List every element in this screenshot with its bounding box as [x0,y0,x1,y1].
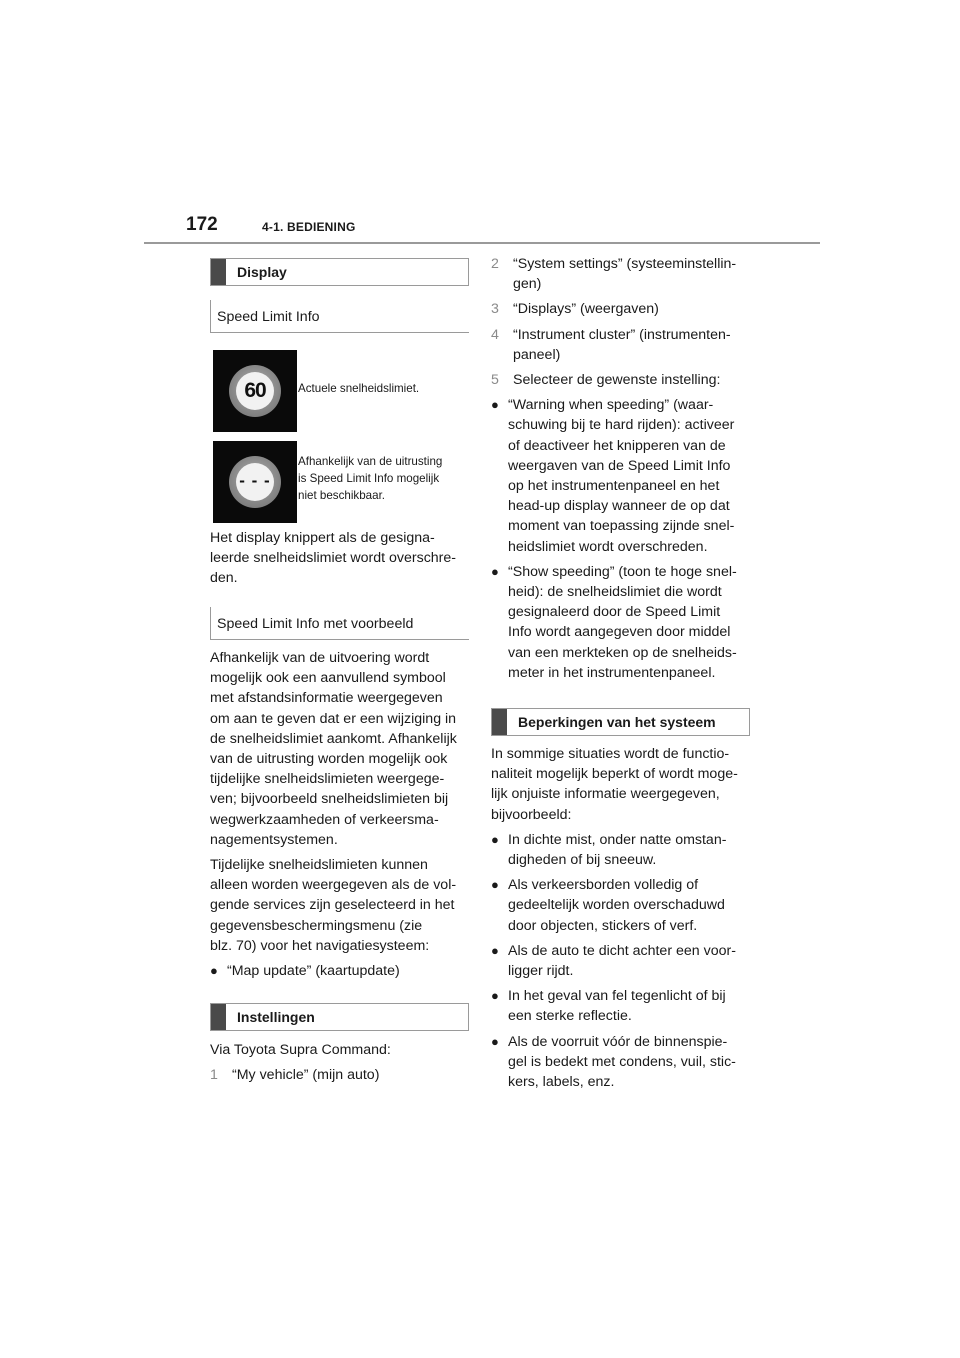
blink-paragraph [210,528,472,589]
text-line: Als de auto te dicht achter een voor- [508,942,736,959]
text-line: leerde snelheidslimiet wordt overschre- [210,550,457,567]
text-line: van een merkteken op de snelheids- [508,644,737,661]
text-line: kers, labels, enz. [508,1074,615,1091]
text-line: tijdelijke snelheidslimieten weergege- [210,771,445,788]
text-line: “Map update” (kaartupdate) [227,963,400,980]
sign-label: 60 [236,372,274,410]
text-line: Selecteer de gewenste instelling: [513,372,721,389]
text-line: moment van toepassing zijnde snel- [508,518,735,535]
text-line: gegevensbeschermingsmenu (zie [210,917,423,934]
list-item [491,875,753,936]
text-line: blz. 70) voor het navigatiesysteem: [210,937,430,954]
step-number: 1 [210,1067,218,1084]
speed-limit-unavailable-icon [213,441,297,523]
step-number: 3 [491,301,499,318]
text-line: van de uitrusting worden mogelijk ook [210,751,448,768]
header-divider [144,242,820,244]
text-line: gel is bedekt met condens, vuil, stic- [508,1053,736,1070]
speed-limit-60-icon [213,350,297,432]
text-line: paneel) [513,346,561,363]
section-heading-text: Display [237,264,287,280]
list-item [491,562,753,683]
text-line: “My vehicle” (mijn auto) [232,1067,380,1084]
text-line: Het display knippert als de gesigna- [210,530,435,546]
section-bar [492,709,507,735]
bullet-icon: ● [491,942,499,958]
text-line: schuwing bij te hard rijden): activeer [508,417,735,434]
text-line: “Warning when speeding” (waar- [508,397,714,414]
text-line: met afstandsinformatie weergegeven [210,690,443,707]
list-item [491,941,753,981]
text-line: of deactiveer het knipperen van de [508,437,726,454]
step-number: 4 [491,326,499,343]
bullet-icon: ● [491,988,499,1004]
icon-caption [298,380,419,397]
bullet-icon: ● [210,963,218,979]
page-number: 172 [186,214,218,235]
sign-ring [229,365,281,417]
list-item [491,986,753,1026]
subheading-text: Speed Limit Info met voorbeeld [217,616,414,632]
text-line: In het geval van fel tegenlicht of bij [508,988,726,1005]
text-line: “Show speeding” (toon te hoge snel- [508,563,737,580]
text-line: een sterke reflectie. [508,1008,632,1025]
section-heading-text: Beperkingen van het systeem [518,714,716,730]
section-heading-display [210,258,469,286]
text-line: heid): de snelheidslimiet die wordt [508,584,722,601]
caption-line: Afhankelijk van de uitrusting [298,455,443,468]
text-line: “System settings” (systeeminstellin- [513,256,737,272]
text-line: Via Toyota Supra Command: [210,1042,391,1058]
text-line: den. [210,570,238,587]
step-item [210,1065,472,1085]
text-line: door objecten, stickers of verf. [508,917,698,934]
settings-body [210,1040,472,1085]
caption-line: niet beschikbaar. [298,489,386,502]
text-line: Info wordt aangegeven door middel [508,624,731,641]
text-line: lijk onjuiste informatie weergegeven, [491,786,720,803]
text-line: naliteit mogelijk beperkt of wordt moge- [491,766,738,783]
section-bar [211,1004,226,1030]
section-heading-settings [210,1003,469,1031]
text-line: gen) [513,276,542,293]
bullet-icon: ● [491,397,499,413]
text-line: digheden of bij sneeuw. [508,852,657,869]
limits-body [491,744,753,1092]
text-line: gende services zijn geselecteerd in het [210,897,455,914]
sign-label: - - - [236,463,274,501]
bullet-icon: ● [491,1033,499,1049]
text-line: ven; bijvoorbeeld snelheidslimieten bij [210,791,449,808]
list-item [491,1032,753,1093]
step-item [491,325,753,365]
step-number: 5 [491,372,499,389]
bullet-icon: ● [491,563,499,579]
text-line: wegwerkzaamheden of verkeersma- [210,811,439,828]
text-line: weergaven van de Speed Limit Info [508,457,731,474]
caption-line: Actuele snelheidslimiet. [298,382,420,395]
text-line: gedeeltelijk worden overschaduwd [508,897,725,914]
text-line: om aan te geven dat er een wijziging in [210,710,457,727]
text-line: nagementsystemen. [210,831,338,848]
text-line: In dichte mist, onder natte omstan- [508,831,727,848]
text-line: head-up display wanneer de op dat [508,498,730,515]
bullet-icon: ● [491,877,499,893]
text-line: bijvoorbeeld: [491,806,572,823]
caption-line: is Speed Limit Info mogelijk [298,472,440,485]
list-item [210,961,472,981]
text-line: “Displays” (weergaven) [513,301,659,318]
icon-caption [298,453,442,504]
subheading-text: Speed Limit Info [217,309,320,325]
section-heading-limits [491,708,750,736]
text-line: de snelheidslimiet aankomt. Afhankelijk [210,730,457,747]
text-line: op het instrumentenpaneel en het [508,478,720,495]
text-line: In sommige situaties wordt de functio- [491,746,730,762]
list-item [491,830,753,870]
text-line: alleen worden weergegeven als de vol- [210,877,457,894]
section-bar [211,259,226,285]
right-steps [491,254,753,683]
subheading-speed-limit-info [210,300,469,333]
chapter-title: 4-1. BEDIENING [262,220,356,234]
text-line: Afhankelijk van de uitvoering wordt [210,650,430,666]
text-line: heidslimiet wordt overschreden. [508,538,708,555]
list-item [491,395,753,557]
text-line: Als de voorruit vóór de binnenspie- [508,1033,728,1050]
text-line: gesignaleerd door de Speed Limit [508,604,721,621]
text-line: “Instrument cluster” (instrumenten- [513,326,731,343]
step-number: 2 [491,256,499,272]
subheading-preview [210,607,469,640]
text-line: Tijdelijke snelheidslimieten kunnen [210,857,428,874]
sign-ring [229,456,281,508]
step-item [491,370,753,390]
bullet-icon: ● [491,831,499,847]
section-heading-text: Instellingen [237,1009,315,1025]
step-item [491,299,753,319]
text-line: meter in het instrumentenpaneel. [508,664,716,681]
step-item [491,254,753,294]
left-body [210,648,472,981]
text-line: ligger rijdt. [508,963,574,980]
text-line: Als verkeersborden volledig of [508,877,699,894]
text-line: mogelijk ook een aanvullend symbool [210,670,446,687]
